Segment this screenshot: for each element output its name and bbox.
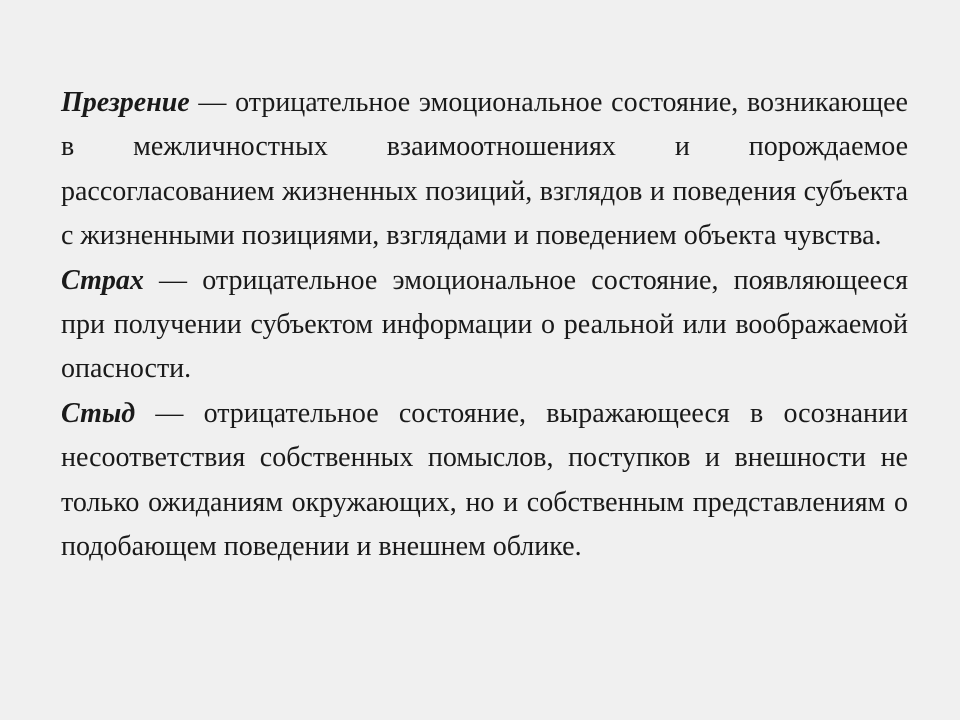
- term-contempt: Презрение: [61, 87, 190, 118]
- definition-fear: [61, 259, 908, 392]
- definition-shame: [61, 392, 908, 570]
- definitions-text: [61, 81, 908, 569]
- term-shame: Стыд: [61, 397, 136, 429]
- definition-shame-text: — отрицательное состояние, выражающееся в осознании несоответствия собственных помыслов, поступков и внешности не только ожиданиям окружающих, но и собственным представлениям о подобающем поведении и внешнем облике.: [61, 397, 908, 563]
- definition-contempt-text: — отрицательное эмоциональное состояние, возникающее в межличностных взаимоотношениях и порождаемое рассогласованием жизненных позиций, взглядов и поведения субъекта с жизненными позициями, взглядами и поведением объекта чувства.: [61, 87, 908, 252]
- definition-contempt: [61, 81, 908, 259]
- term-fear: Страх: [61, 264, 144, 296]
- definition-fear-text: — отрицательное эмоциональное состояние, появляющееся при получении субъектом информации о реальной или воображаемой опасности.: [61, 264, 908, 385]
